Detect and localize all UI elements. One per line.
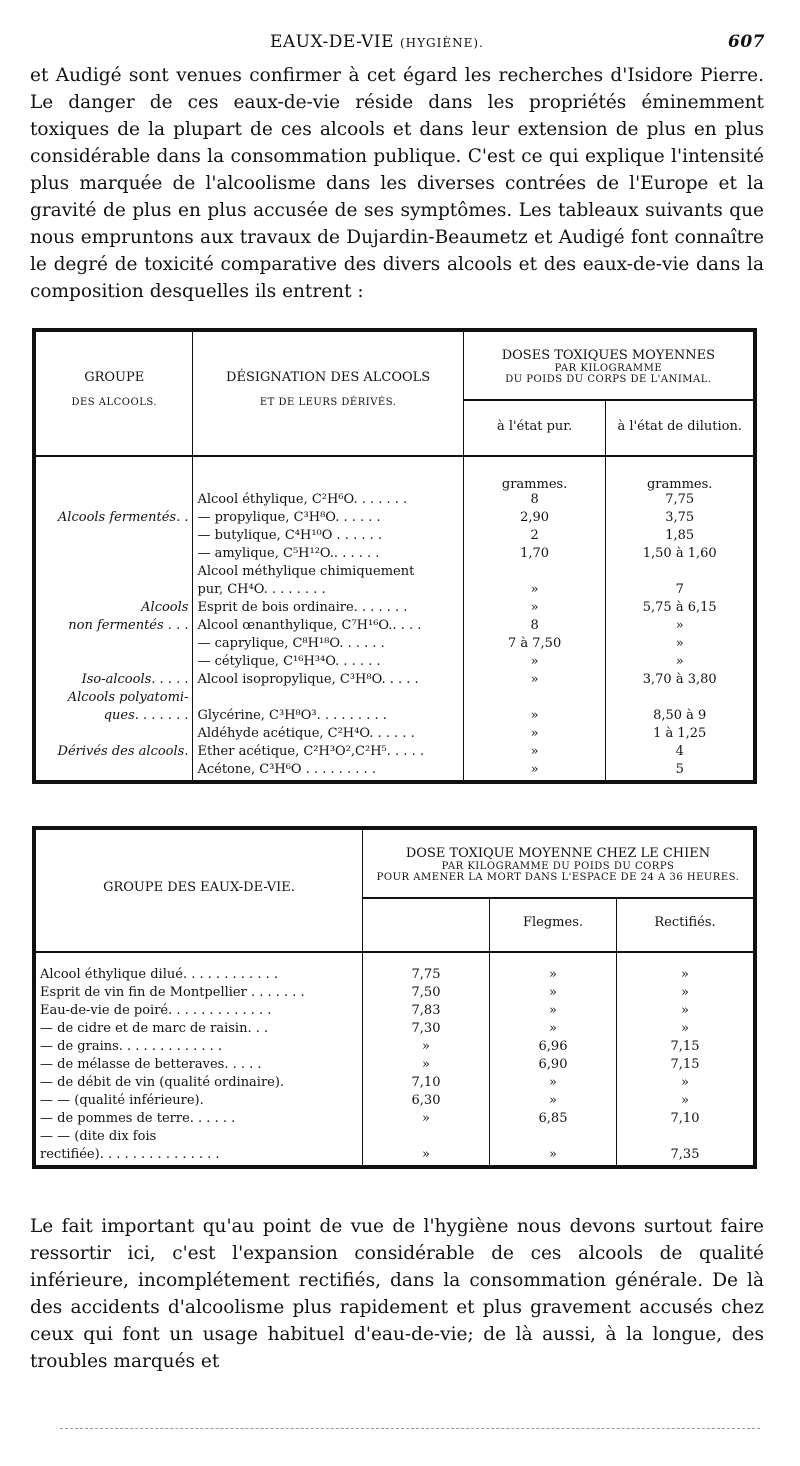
t1-cell-group	[34, 546, 193, 564]
t1-row	[34, 582, 755, 600]
t1-cell-pur: »	[463, 744, 606, 762]
t1-cell-dil: 5,75 à 6,15	[606, 600, 755, 618]
t1-row	[34, 492, 755, 510]
t2-h-empty	[363, 898, 490, 952]
t1-cell-dil: 7,75	[606, 492, 755, 510]
t2-cell-rectifies: »	[617, 1093, 756, 1111]
t1-cell-dil: »	[606, 654, 755, 672]
t2-cell-value: »	[363, 1039, 490, 1057]
t2-row	[34, 1147, 755, 1167]
t2-cell-name: — — (dite dix fois	[40, 1129, 157, 1144]
t2-h-dose-sub2: POUR AMENER LA MORT DANS L'ESPACE DE 24 A 36 HEURES.	[376, 872, 740, 883]
t2-spacer-a	[363, 952, 490, 967]
t1-cell-dil: 3,75	[606, 510, 755, 528]
t1-row	[34, 744, 755, 762]
t2-row	[34, 1003, 755, 1021]
t1-header-designation	[193, 330, 463, 456]
t2-header-dose	[363, 828, 756, 898]
t1-row	[34, 600, 755, 618]
t1-header-doses	[463, 330, 755, 400]
t1-row	[34, 546, 755, 564]
t2-cell-rectifies: »	[617, 985, 756, 1003]
t2-cell-flegmes	[490, 1129, 617, 1147]
t1-cell-group	[34, 762, 193, 782]
t1-cell-dil: 3,70 à 3,80	[606, 672, 755, 690]
t1-cell-name: Alcool méthylique chimiquement	[193, 564, 463, 582]
t1-h-design-sub: ET DE LEURS DÉRIVÉS.	[259, 397, 397, 408]
t2-cell-rectifies: »	[617, 1075, 756, 1093]
eaux-de-vie-toxicity-table	[32, 826, 757, 1169]
paragraph-intro: et Audigé sont venues confirmer à cet égard les recherches d'Isidore Pierre. Le danger de ces eaux-de-vie réside dans les propriétés éminemment toxiques de la plupart de ces alcools et dans leur extension de plus en plus considérable dans la consommation publique. C'est ce qui explique l'intensité plus marquée de l'alcoolisme dans les diverses contrées de l'Europe et la gravité de plus en plus accusée de ses symptômes. Les tableaux suivants que nous empruntons aux travaux de Dujardin-Beaumetz et Audigé font connaître le degré de toxicité comparative des divers alcools et des eaux-de-vie dans la composition desquelles ils entrent :	[30, 65, 764, 302]
t2-h-dose: DOSE TOXIQUE MOYENNE CHEZ LE CHIEN	[405, 846, 711, 861]
t1-h-design: DÉSIGNATION DES ALCOOLS	[226, 370, 431, 385]
t1-cell-name: — amylique, C⁵H¹²O.. . . . . .	[193, 546, 463, 564]
alcohol-toxicity-table	[32, 328, 757, 784]
t1-unit-dil: grammes.	[606, 456, 755, 492]
t1-cell-dil: 4	[606, 744, 755, 762]
t1-h-doses-sub2: DU POIDS DU CORPS DE L'ANIMAL.	[505, 374, 712, 385]
t1-h-doses: DOSES TOXIQUES MOYENNES	[501, 348, 716, 363]
t1-cell-pur: 8	[463, 618, 606, 636]
t2-cell-rectifies: 7,35	[617, 1147, 756, 1167]
t1-row	[34, 654, 755, 672]
t2-cell-flegmes: »	[490, 1003, 617, 1021]
t2-cell-value: 7,10	[363, 1075, 490, 1093]
t1-cell-name: Esprit de bois ordinaire. . . . . . .	[193, 600, 463, 618]
t1-cell-group: Alcools	[141, 600, 189, 615]
t1-cell-group	[34, 582, 193, 600]
t1-cell-group: Alcools polyatomi-	[67, 690, 189, 705]
t2-cell-flegmes: »	[490, 1093, 617, 1111]
t2-cell-value: »	[363, 1111, 490, 1129]
t2-cell-value: »	[363, 1057, 490, 1075]
paragraph-conclusion: Le fait important qu'au point de vue de l'hygiène nous devons surtout faire ressortir ici, c'est l'expansion considérable de ces alcools de qualité inférieure, incomplétement rectifiés, dans la consommation générale. De là des accidents d'alcoolisme plus rapidement et plus gravement accusés chez ceux qui font un usage habituel d'eau-de-vie; de là aussi, à la longue, des troubles marqués et	[30, 1216, 764, 1372]
header-title-sub: (HYGIÈNE).	[399, 36, 484, 50]
t1-cell-name: — caprylique, C⁸H¹⁸O. . . . . .	[193, 636, 463, 654]
header-title	[270, 32, 484, 52]
t1-cell-name: — propylique, C³H⁸O. . . . . .	[193, 510, 463, 528]
t1-cell-dil: 1,50 à 1,60	[606, 546, 755, 564]
t2-cell-value: 7,50	[363, 985, 490, 1003]
t2-cell-name: — — (qualité inférieure).	[40, 1093, 204, 1108]
t1-row	[34, 510, 755, 528]
t2-cell-name: — de pommes de terre. . . . . .	[40, 1111, 236, 1126]
t2-cell-rectifies	[617, 1129, 756, 1147]
t1-cell-group: Iso-alcools. . . . .	[81, 672, 189, 687]
t1-cell-group	[34, 654, 193, 672]
t2-cell-flegmes: 6,96	[490, 1039, 617, 1057]
t2-row	[34, 1111, 755, 1129]
t1-row	[34, 636, 755, 654]
t2-row	[34, 1021, 755, 1039]
t2-cell-flegmes: »	[490, 1147, 617, 1167]
t1-cell-pur: 8	[463, 492, 606, 510]
t2-cell-name: Alcool éthylique dilué. . . . . . . . . . . .	[40, 967, 278, 982]
t1-cell-dil: 5	[606, 762, 755, 782]
t1-cell-group: non fermentés . . .	[68, 618, 189, 633]
t1-cell-group: ques. . . . . . .	[103, 708, 189, 723]
t1-cell-name: Alcool éthylique, C²H⁶O. . . . . . .	[193, 492, 463, 510]
t1-cell-pur: »	[463, 582, 606, 600]
t1-cell-pur	[463, 564, 606, 582]
t2-row	[34, 1093, 755, 1111]
t1-unit-group-empty	[34, 456, 193, 492]
t1-cell-name: Éther acétique, C²H³O²,C²H⁵. . . . .	[193, 744, 463, 762]
t2-cell-rectifies: 7,10	[617, 1111, 756, 1129]
t2-spacer-b	[490, 952, 617, 967]
t2-h-flegmes: Flegmes.	[490, 898, 617, 952]
t1-cell-name: Glycérine, C³H⁸O³. . . . . . . . .	[193, 708, 463, 726]
t2-cell-name: — de cidre et de marc de raisin. . .	[40, 1021, 269, 1036]
t1-h-groupe: GROUPE	[84, 370, 145, 385]
t2-cell-rectifies: 7,15	[617, 1057, 756, 1075]
t1-row	[34, 726, 755, 744]
t2-cell-flegmes: »	[490, 1075, 617, 1093]
t1-cell-dil: 1,85	[606, 528, 755, 546]
t2-cell-value: 7,83	[363, 1003, 490, 1021]
t1-cell-name	[193, 690, 463, 708]
t1-cell-name: — butylique, C⁴H¹⁰O . . . . . .	[193, 528, 463, 546]
t1-cell-dil	[606, 564, 755, 582]
t2-cell-flegmes: »	[490, 985, 617, 1003]
t2-row	[34, 1039, 755, 1057]
t1-cell-dil: »	[606, 618, 755, 636]
t1-h-dilution: à l'état de dilution.	[606, 400, 755, 456]
t2-row	[34, 985, 755, 1003]
t2-cell-value	[363, 1129, 490, 1147]
t2-cell-value: 7,75	[363, 967, 490, 985]
t1-cell-pur: 2,90	[463, 510, 606, 528]
t2-cell-rectifies: »	[617, 1021, 756, 1039]
t1-cell-pur: »	[463, 762, 606, 782]
t1-row	[34, 708, 755, 726]
t2-cell-name: — de grains. . . . . . . . . . . . .	[40, 1039, 223, 1054]
t2-cell-value: 7,30	[363, 1021, 490, 1039]
t1-cell-group	[34, 636, 193, 654]
t2-row	[34, 967, 755, 985]
t1-cell-pur: 7 à 7,50	[463, 636, 606, 654]
t1-cell-dil	[606, 690, 755, 708]
t1-cell-group	[34, 528, 193, 546]
t1-cell-group: Dérivés des alcools.	[57, 744, 189, 759]
t1-cell-name: pur, CH⁴O. . . . . . . .	[193, 582, 463, 600]
t1-cell-pur	[463, 690, 606, 708]
t1-unit-name-empty	[193, 456, 463, 492]
t1-cell-dil: 8,50 à 9	[606, 708, 755, 726]
t1-h-groupe-sub: DES ALCOOLS.	[71, 397, 158, 408]
t2-cell-flegmes: 6,90	[490, 1057, 617, 1075]
bottom-rule	[60, 1428, 760, 1429]
t1-cell-pur: 2	[463, 528, 606, 546]
page-number: 607	[728, 32, 765, 52]
t1-h-pur: à l'état pur.	[463, 400, 606, 456]
running-header	[30, 32, 765, 56]
t1-cell-pur: 1,70	[463, 546, 606, 564]
t2-header-group: GROUPE DES EAUX-DE-VIE.	[103, 880, 295, 895]
t2-cell-name: rectifiée). . . . . . . . . . . . . . .	[40, 1147, 220, 1162]
t2-cell-value: »	[363, 1147, 490, 1167]
t2-row	[34, 1057, 755, 1075]
t1-cell-name: Alcool isopropylique, C³H⁸O. . . . .	[193, 672, 463, 690]
t1-row	[34, 528, 755, 546]
t1-cell-pur: »	[463, 726, 606, 744]
t1-cell-group	[34, 564, 193, 582]
t2-cell-rectifies: »	[617, 1003, 756, 1021]
t1-unit-pur: grammes.	[463, 456, 606, 492]
t1-cell-group: Alcools fermentés. .	[57, 510, 189, 525]
t1-row	[34, 690, 755, 708]
t2-h-rectifies: Rectifiés.	[617, 898, 756, 952]
t2-row	[34, 1129, 755, 1147]
t1-header-group	[34, 330, 193, 456]
t1-cell-group	[34, 726, 193, 744]
t1-cell-dil: »	[606, 636, 755, 654]
header-title-main: EAUX-DE-VIE	[270, 32, 395, 52]
t2-spacer	[34, 952, 363, 967]
t2-cell-flegmes: »	[490, 1021, 617, 1039]
t1-cell-pur: »	[463, 708, 606, 726]
t2-cell-flegmes: 6,85	[490, 1111, 617, 1129]
t1-row	[34, 762, 755, 782]
t1-cell-name: — cétylique, C¹⁶H³⁴O. . . . . .	[193, 654, 463, 672]
t1-cell-pur: »	[463, 654, 606, 672]
t2-h-dose-sub1: PAR KILOGRAMME DU POIDS DU CORPS	[441, 861, 675, 872]
t1-row	[34, 672, 755, 690]
t2-cell-name: — de débit de vin (qualité ordinaire).	[40, 1075, 285, 1090]
t2-cell-rectifies: »	[617, 967, 756, 985]
t1-cell-dil: 1 à 1,25	[606, 726, 755, 744]
t1-cell-group	[34, 492, 193, 510]
t1-row	[34, 564, 755, 582]
t2-cell-name: — de mélasse de betteraves. . . . .	[40, 1057, 262, 1072]
t1-cell-name: Alcool œnanthylique, C⁷H¹⁶O.. . . .	[193, 618, 463, 636]
t1-cell-name: Acétone, C³H⁶O . . . . . . . . .	[193, 762, 463, 782]
t2-cell-value: 6,30	[363, 1093, 490, 1111]
t2-cell-name: Eau-de-vie de poiré. . . . . . . . . . . . .	[40, 1003, 272, 1018]
t1-cell-pur: »	[463, 600, 606, 618]
t2-cell-flegmes: »	[490, 967, 617, 985]
t1-row	[34, 618, 755, 636]
t2-row	[34, 1075, 755, 1093]
t1-cell-pur: »	[463, 672, 606, 690]
t1-h-doses-sub1: PAR KILOGRAMME	[554, 363, 663, 374]
t1-cell-dil: 7	[606, 582, 755, 600]
t1-cell-name: Aldéhyde acétique, C²H⁴O. . . . . .	[193, 726, 463, 744]
t2-cell-name: Esprit de vin fin de Montpellier . . . . . . .	[40, 985, 305, 1000]
t2-spacer-c	[617, 952, 756, 967]
t2-cell-rectifies: 7,15	[617, 1039, 756, 1057]
